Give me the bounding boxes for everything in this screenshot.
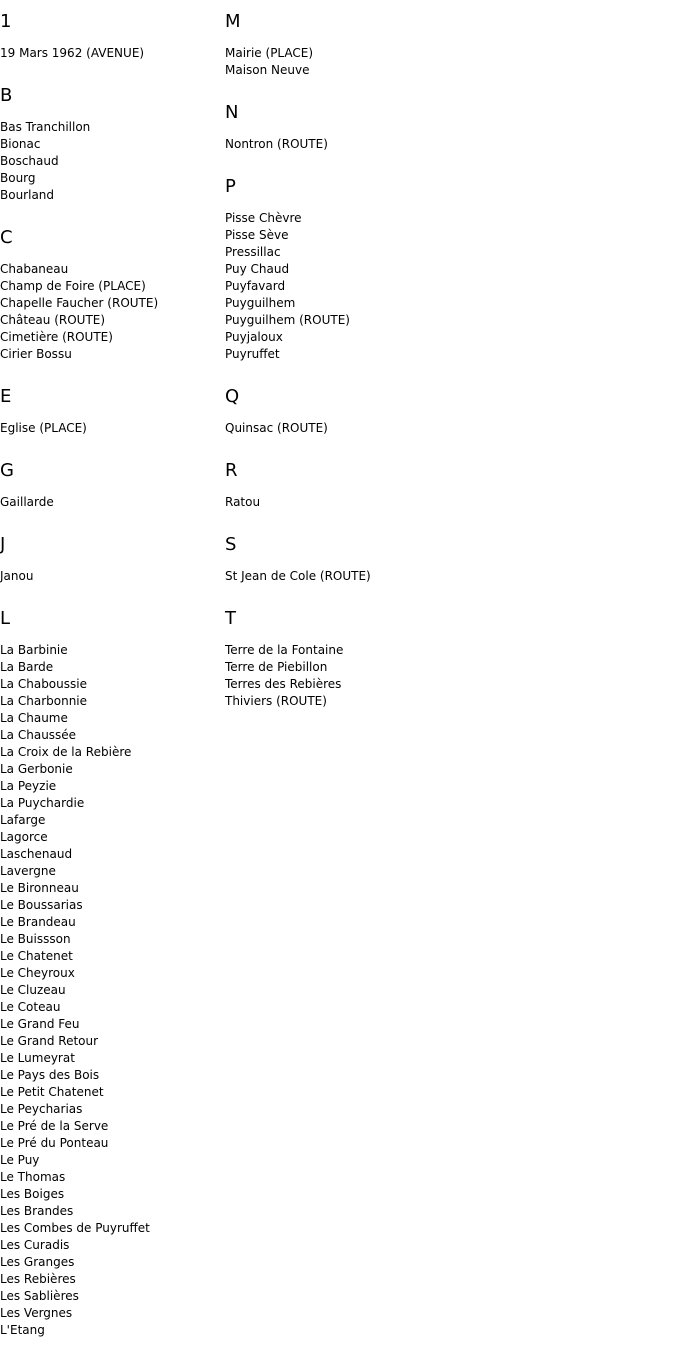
section-letter-heading: L	[0, 608, 11, 629]
street-link[interactable]: Puyjaloux	[225, 330, 283, 344]
street-link[interactable]: La Chaboussie	[0, 677, 87, 691]
street-link[interactable]: Puyguilhem	[225, 296, 296, 310]
street-link[interactable]: Le Pré du Ponteau	[0, 1136, 109, 1150]
street-link[interactable]: Les Boiges	[0, 1187, 65, 1201]
street-link[interactable]: Lafarge	[0, 813, 46, 827]
street-link[interactable]: Bionac	[0, 137, 41, 151]
street-link[interactable]: Eglise (PLACE)	[0, 421, 87, 435]
letter-section-m	[225, 8, 485, 79]
street-link[interactable]: La Peyzie	[0, 779, 57, 793]
street-link[interactable]: La Croix de la Rebière	[0, 745, 132, 759]
street-link[interactable]: Les Sablières	[0, 1289, 79, 1303]
letter-section-b	[0, 82, 220, 204]
street-index-left-column	[0, 8, 220, 1339]
street-link[interactable]: Laschenaud	[0, 847, 73, 861]
street-link[interactable]: Le Petit Chatenet	[0, 1085, 104, 1099]
letter-section-t	[225, 605, 485, 710]
section-letter-heading: J	[0, 534, 6, 555]
street-link[interactable]: Le Puy	[0, 1153, 40, 1167]
street-link[interactable]: Le Coteau	[0, 1000, 61, 1014]
section-letter-heading: S	[225, 534, 237, 555]
letter-section-n	[225, 99, 485, 153]
street-link[interactable]: La Chaussée	[0, 728, 77, 742]
section-letter-heading: G	[0, 460, 14, 481]
street-link[interactable]: Puyguilhem (ROUTE)	[225, 313, 350, 327]
street-link[interactable]: La Chaume	[0, 711, 68, 725]
letter-section-1	[0, 8, 220, 62]
street-link[interactable]: Les Vergnes	[0, 1306, 73, 1320]
street-link[interactable]: Chapelle Faucher (ROUTE)	[0, 296, 159, 310]
letter-section-q	[225, 383, 485, 437]
street-link[interactable]: Pressillac	[225, 245, 281, 259]
street-list	[225, 642, 485, 710]
street-link[interactable]: 19 Mars 1962 (AVENUE)	[0, 46, 145, 60]
street-link[interactable]: St Jean de Cole (ROUTE)	[225, 569, 371, 583]
street-link[interactable]: Gaillarde	[0, 495, 54, 509]
street-link[interactable]: La Barde	[0, 660, 54, 674]
street-list	[0, 494, 220, 511]
street-list	[225, 568, 485, 585]
letter-section-r	[225, 457, 485, 511]
section-letter-heading: 1	[0, 11, 12, 32]
section-letter-heading: B	[0, 85, 13, 106]
street-link[interactable]: Maison Neuve	[225, 63, 310, 77]
street-link[interactable]: Le Peycharias	[0, 1102, 83, 1116]
street-link[interactable]: Le Buissson	[0, 932, 71, 946]
street-link[interactable]: Lavergne	[0, 864, 56, 878]
section-letter-heading: R	[225, 460, 238, 481]
street-list	[0, 261, 220, 363]
letter-section-e	[0, 383, 220, 437]
street-link[interactable]: Terre de Piebillon	[225, 660, 328, 674]
letter-section-s	[225, 531, 485, 585]
street-link[interactable]: L'Etang	[0, 1323, 45, 1337]
section-letter-heading: T	[225, 608, 236, 629]
street-link[interactable]: Pisse Chèvre	[225, 211, 302, 225]
street-link[interactable]: Le Pré de la Serve	[0, 1119, 109, 1133]
street-list	[225, 136, 485, 153]
street-link[interactable]: La Gerbonie	[0, 762, 73, 776]
street-list	[0, 642, 220, 1339]
street-link[interactable]: Château (ROUTE)	[0, 313, 106, 327]
street-link[interactable]: Le Brandeau	[0, 915, 76, 929]
street-link[interactable]: Puyruffet	[225, 347, 280, 361]
street-link[interactable]: Mairie (PLACE)	[225, 46, 314, 60]
street-link[interactable]: Cirier Bossu	[0, 347, 72, 361]
street-link[interactable]: Le Chatenet	[0, 949, 73, 963]
street-link[interactable]: Boschaud	[0, 154, 59, 168]
street-link[interactable]: Le Cheyroux	[0, 966, 75, 980]
street-link[interactable]: Les Curadis	[0, 1238, 70, 1252]
section-letter-heading: C	[0, 227, 13, 248]
street-link[interactable]: Les Brandes	[0, 1204, 74, 1218]
street-link[interactable]: Janou	[0, 569, 34, 583]
letter-section-g	[0, 457, 220, 511]
street-link[interactable]: Cimetière (ROUTE)	[0, 330, 113, 344]
street-link[interactable]: Quinsac (ROUTE)	[225, 421, 328, 435]
street-link[interactable]: Terres des Rebières	[225, 677, 342, 691]
section-letter-heading: M	[225, 11, 241, 32]
street-list	[0, 45, 220, 62]
street-link[interactable]: Le Cluzeau	[0, 983, 66, 997]
street-link[interactable]: Terre de la Fontaine	[225, 643, 344, 657]
street-link[interactable]: Les Granges	[0, 1255, 75, 1269]
street-link[interactable]: Chabaneau	[0, 262, 69, 276]
street-index-right-column	[225, 8, 485, 710]
street-link[interactable]: Le Lumeyrat	[0, 1051, 75, 1065]
letter-section-p	[225, 173, 485, 363]
section-letter-heading: P	[225, 176, 236, 197]
section-letter-heading: N	[225, 102, 239, 123]
letter-section-j	[0, 531, 220, 585]
street-list	[0, 420, 220, 437]
street-link[interactable]: Puyfavard	[225, 279, 286, 293]
street-link[interactable]: Puy Chaud	[225, 262, 290, 276]
street-link[interactable]: Le Grand Retour	[0, 1034, 99, 1048]
street-link[interactable]: Ratou	[225, 495, 261, 509]
street-link[interactable]: Le Pays des Bois	[0, 1068, 100, 1082]
street-link[interactable]: Le Boussarias	[0, 898, 83, 912]
street-link[interactable]: Le Thomas	[0, 1170, 66, 1184]
section-letter-heading: E	[0, 386, 12, 407]
street-link[interactable]: La Charbonnie	[0, 694, 88, 708]
street-link[interactable]: La Puychardie	[0, 796, 85, 810]
street-link[interactable]: Le Bironneau	[0, 881, 79, 895]
street-link[interactable]: Champ de Foire (PLACE)	[0, 279, 146, 293]
street-link[interactable]: Les Rebières	[0, 1272, 76, 1286]
street-link[interactable]: Bas Tranchillon	[0, 120, 91, 134]
street-list	[225, 45, 485, 79]
street-link[interactable]: Thiviers (ROUTE)	[225, 694, 327, 708]
street-link[interactable]: Bourland	[0, 188, 55, 202]
street-list	[0, 119, 220, 204]
letter-section-l	[0, 605, 220, 1339]
street-link[interactable]: Lagorce	[0, 830, 48, 844]
street-list	[225, 420, 485, 437]
street-link[interactable]: Le Grand Feu	[0, 1017, 80, 1031]
street-list	[225, 494, 485, 511]
letter-section-c	[0, 224, 220, 363]
street-link[interactable]: Bourg	[0, 171, 36, 185]
street-link[interactable]: La Barbinie	[0, 643, 68, 657]
street-list	[225, 210, 485, 363]
street-link[interactable]: Pisse Sève	[225, 228, 289, 242]
section-letter-heading: Q	[225, 386, 240, 407]
street-link[interactable]: Les Combes de Puyruffet	[0, 1221, 150, 1235]
street-link[interactable]: Nontron (ROUTE)	[225, 137, 328, 151]
street-list	[0, 568, 220, 585]
